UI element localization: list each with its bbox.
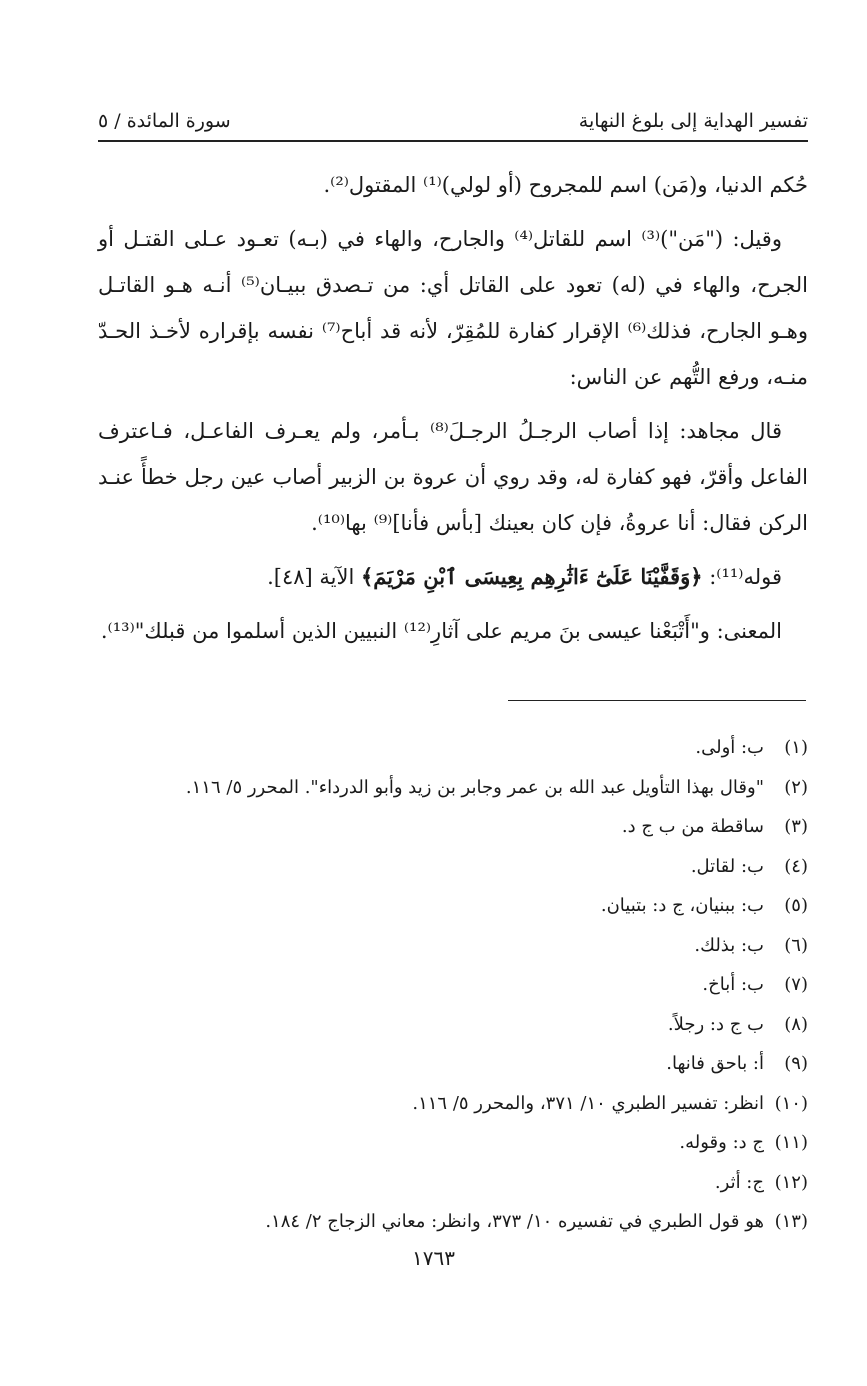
footnote-text: ب: بذلك. (694, 934, 764, 956)
footnote (98, 807, 808, 847)
footnote (98, 1005, 808, 1045)
footnote (98, 886, 808, 926)
running-header (98, 100, 808, 142)
page-number: ١٧٦٣ (412, 1246, 455, 1270)
footnote (98, 1202, 808, 1242)
footnote-number: (٥) (784, 895, 808, 916)
footnote-number: (٧) (784, 974, 808, 995)
footnote-number: (٤) (784, 855, 808, 877)
footnote-text: أ: باحق فانها. (666, 1053, 764, 1074)
meaning-paragraph: المعنى: و"أَتْبَعْنا عيسى بنَ مريم على آثارِ⁽¹²⁾ النبيين الذين أسلموا من قبلك"⁽¹³⁾. (100, 619, 782, 643)
footnote-number: (١١) (774, 1132, 808, 1153)
footnote-text: "وقال بهذا التأويل عبد الله بن عمر وجابر بن زيد وأبو الدرداء". المحرر ٥/ ١١٦. (185, 776, 764, 798)
footnote-number: (٦) (784, 934, 808, 956)
footnote-number: (٣) (784, 816, 808, 837)
paragraph: وقيل: ("مَن")⁽³⁾ اسم للقاتل⁽⁴⁾ والجارح، والهاء في (بـه) تعـود عـلى القتـل أو الجرح، والهاء في (له) تعود على القاتل أي: من تـصدق ببيـان⁽⁵⁾ أنـه هـو القاتـل وهـو الجارح، فذلك⁽⁶⁾ الإقرار كفارة للمُقِرّ، لأنه قد أباح⁽⁷⁾ نفسه بإقراره لأخـذ الحـدّ منـه، ورفع التُّهم عن الناس: (98, 227, 809, 389)
surah-title: سورة المائدة / ٥ (98, 110, 231, 132)
quran-verse: ﴿وَقَفَّيْنَا عَلَىٰٓ ءَاثَٰرِهِم بِعِيسَى ٱبْنِ مَرْيَمَ﴾ (360, 564, 703, 589)
footnote-number: (١٠) (774, 1092, 808, 1114)
footnote (98, 1163, 808, 1203)
footnote (98, 847, 808, 887)
footnote-number: (١٢) (774, 1171, 808, 1193)
footnote-text: ساقطة من ب ج د. (621, 816, 764, 837)
footnote-divider (508, 700, 806, 701)
paragraph: قال مجاهد: إذا أصاب الرجـلُ الرجـلَ⁽⁸⁾ بـأمر، ولم يعـرف الفاعـل، فـاعترف الفاعل وأقرّ، فهو كفارة له، وقد روي أن عروة بن الزبير أصاب عين رجل خطأً عنـد الركن فقال: أنا عروةُ، فإن كان بعينك [بأس فأنا]⁽⁹⁾ بها⁽¹⁰⁾. (98, 419, 808, 535)
footnotes-list (98, 728, 808, 1242)
footnote-text: ج د: وقوله. (679, 1132, 764, 1153)
footnote-text: انظر: تفسير الطبري ١٠/ ٣٧١، والمحرر ٥/ ١١٦. (412, 1092, 764, 1114)
footnote-text: ب: أباخ. (702, 974, 764, 995)
footnote-number: (١٣) (774, 1211, 808, 1232)
footnote-text: ب: أولى. (695, 737, 764, 758)
footnote-number: (١) (784, 737, 808, 758)
footnote (98, 1044, 808, 1084)
footnote-text: هو قول الطبري في تفسيره ١٠/ ٣٧٣، وانظر: معاني الزجاج ٢/ ١٨٤. (265, 1211, 764, 1232)
footnote (98, 926, 808, 966)
footnote (98, 1084, 808, 1124)
main-text (98, 162, 808, 662)
footnote-text: ب: لقاتل. (690, 855, 764, 877)
quran-intro: قوله⁽¹¹⁾: (702, 565, 782, 589)
paragraph: حُكم الدنيا، و(مَن) اسم للمجروح (أو لولي)⁽¹⁾ المقتول⁽²⁾. (323, 173, 808, 197)
quran-paragraph (98, 554, 808, 600)
book-title: تفسير الهداية إلى بلوغ النهاية (578, 110, 808, 132)
footnote-number: (٩) (784, 1053, 808, 1074)
footnote-text: ب: ببنيان، ج د: بتبيان. (600, 895, 764, 916)
quran-reference: الآية [٤٨]. (267, 565, 361, 589)
footnote (98, 768, 808, 808)
footnote-number: (٨) (784, 1013, 808, 1035)
footnote-number: (٢) (784, 776, 808, 798)
footnote-text: ب ج د: رجلاً. (667, 1013, 764, 1035)
footnote (98, 965, 808, 1005)
footnote (98, 728, 808, 768)
footnote-text: ج: أثر. (714, 1171, 764, 1193)
footnote (98, 1123, 808, 1163)
